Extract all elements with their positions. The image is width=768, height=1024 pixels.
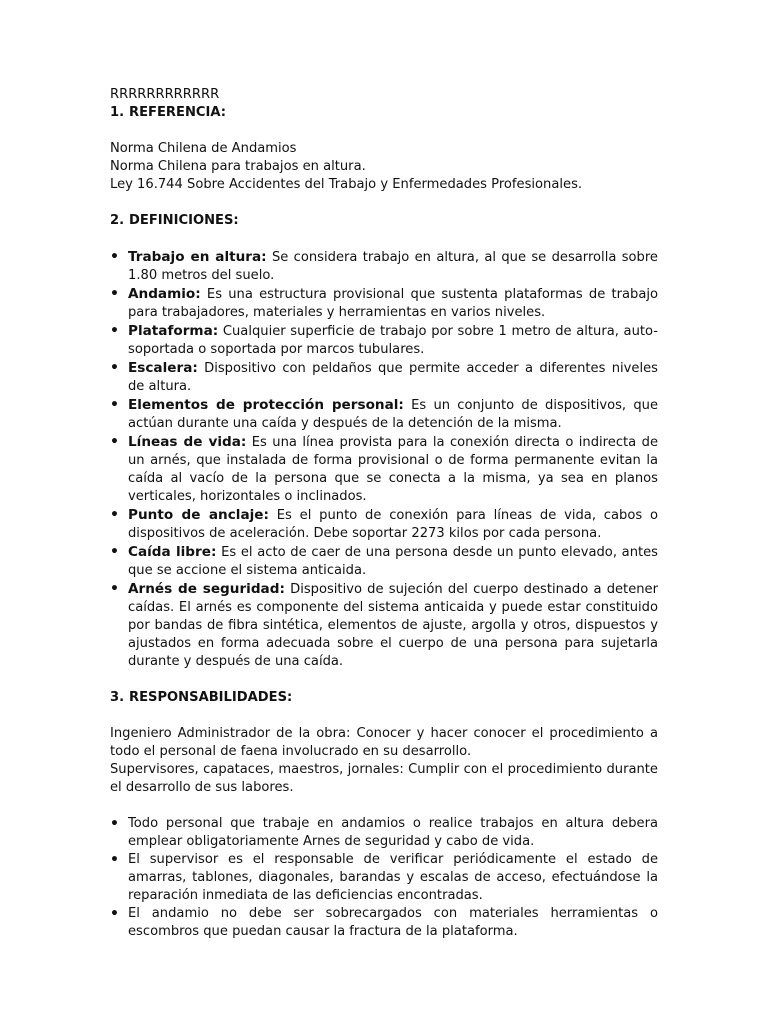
list-item bbox=[110, 851, 658, 905]
section-heading-responsabilidades bbox=[110, 689, 658, 707]
list-item bbox=[110, 248, 658, 285]
bullet-icon: • bbox=[110, 852, 119, 868]
definition-term: Escalera: bbox=[128, 360, 198, 376]
list-item bbox=[110, 396, 658, 433]
definition-text: Es una estructura provisional que sustenta plataformas de trabajo para trabajadores, materiales y herramientas en varios niveles. bbox=[128, 287, 658, 320]
header-text: RRRRRRRRRRRR bbox=[110, 87, 220, 102]
bullet-icon: • bbox=[110, 397, 119, 413]
reference-line: Ley 16.744 Sobre Accidentes del Trabajo y Enfermedades Profesionales. bbox=[110, 177, 583, 192]
responsibility-paragraph: Ingeniero Administrador de la obra: Conocer y hacer conocer el procedimiento a todo el personal de faena involucrado en su desarrollo. bbox=[110, 726, 658, 759]
definition-term: Trabajo en altura: bbox=[128, 249, 267, 265]
bullet-icon: • bbox=[110, 286, 119, 302]
list-item bbox=[110, 905, 658, 941]
definition-term: Elementos de protección personal: bbox=[128, 397, 404, 413]
responsibility-text: El supervisor es el responsable de verificar periódicamente el estado de amarras, tablones, diagonales, barandas y escalas de acceso, efectuándose la reparación inmediata de las deficiencias encontradas. bbox=[128, 852, 658, 903]
list-item bbox=[110, 543, 658, 580]
list-item bbox=[110, 322, 658, 359]
section-heading-definiciones bbox=[110, 212, 658, 230]
list-item bbox=[110, 506, 658, 543]
bullet-icon: • bbox=[110, 544, 119, 560]
responsibility-text: El andamio no debe ser sobrecargados con materiales herramientas o escombros que puedan causar la fractura de la plataforma. bbox=[128, 906, 658, 939]
definition-text: Es una línea provista para la conexión directa o indirecta de un arnés, que instalada de forma provisional o de forma permanente evitan la caída al vacío de la persona que se conecta a la misma, ya sea en planos verticales, horizontales o inclinados. bbox=[128, 435, 658, 504]
section-title: DEFINICIONES: bbox=[129, 213, 239, 228]
reference-line: Norma Chilena para trabajos en altura. bbox=[110, 159, 366, 174]
definition-text: Cualquier superficie de trabajo por sobre 1 metro de altura, auto-soportada o soportada por marcos tubulares. bbox=[128, 324, 658, 357]
definition-text: Es el punto de conexión para líneas de vida, cabos o dispositivos de aceleración. Debe soportar 2273 kilos por cada persona. bbox=[128, 508, 658, 541]
section-title: RESPONSABILIDADES: bbox=[129, 690, 293, 705]
list-item bbox=[110, 815, 658, 851]
responsibility-paragraph: Supervisores, capataces, maestros, jornales: Cumplir con el procedimiento durante el desarrollo de sus labores. bbox=[110, 762, 658, 795]
definition-text: Dispositivo con peldaños que permite acceder a diferentes niveles de altura. bbox=[128, 361, 658, 394]
definition-term: Líneas de vida: bbox=[128, 434, 247, 450]
section-heading-referencia bbox=[110, 104, 658, 122]
bullet-icon: • bbox=[110, 323, 119, 339]
definition-text: Es un conjunto de dispositivos, que actúan durante una caída y después de la detención de la misma. bbox=[128, 398, 658, 431]
section-number: 2. bbox=[110, 213, 125, 228]
bullet-icon: • bbox=[110, 434, 119, 450]
bullet-icon: • bbox=[110, 581, 119, 597]
definition-text: Dispositivo de sujeción del cuerpo destinado a detener caídas. El arnés es componente del sistema anticaida y puede estar constituido por bandas de fibra sintética, elementos de ajuste, argolla y otros, dispuestos y ajustados en forma adecuada sobre el cuerpo de una persona para sujetarla durante y después de una caída. bbox=[128, 582, 658, 669]
bullet-icon: • bbox=[110, 249, 119, 265]
definition-text: Es el acto de caer de una persona desde un punto elevado, antes que se accione el sistema anticaida. bbox=[128, 545, 659, 578]
list-item bbox=[110, 433, 658, 506]
definition-term: Arnés de seguridad: bbox=[128, 581, 285, 597]
section-number: 3. bbox=[110, 690, 125, 705]
definition-term: Punto de anclaje: bbox=[128, 507, 269, 523]
section-number: 1. bbox=[110, 105, 125, 120]
definition-term: Andamio: bbox=[128, 286, 201, 302]
reference-line: Norma Chilena de Andamios bbox=[110, 141, 297, 156]
list-item bbox=[110, 359, 658, 396]
responsibilities-list bbox=[110, 815, 658, 941]
responsibility-text: Todo personal que trabaje en andamios o realice trabajos en altura debera emplear obligatoriamente Arnes de seguridad y cabo de vida. bbox=[128, 816, 658, 849]
bullet-icon: • bbox=[110, 906, 119, 922]
definitions-list bbox=[110, 248, 658, 671]
definition-term: Caída libre: bbox=[128, 544, 217, 560]
list-item bbox=[110, 285, 658, 322]
definition-term: Plataforma: bbox=[128, 323, 219, 339]
definition-text: Se considera trabajo en altura, al que se desarrolla sobre 1.80 metros del suelo. bbox=[128, 250, 658, 283]
bullet-icon: • bbox=[110, 816, 119, 832]
bullet-icon: • bbox=[110, 360, 119, 376]
bullet-icon: • bbox=[110, 507, 119, 523]
section-title: REFERENCIA: bbox=[129, 105, 226, 120]
list-item bbox=[110, 580, 658, 671]
